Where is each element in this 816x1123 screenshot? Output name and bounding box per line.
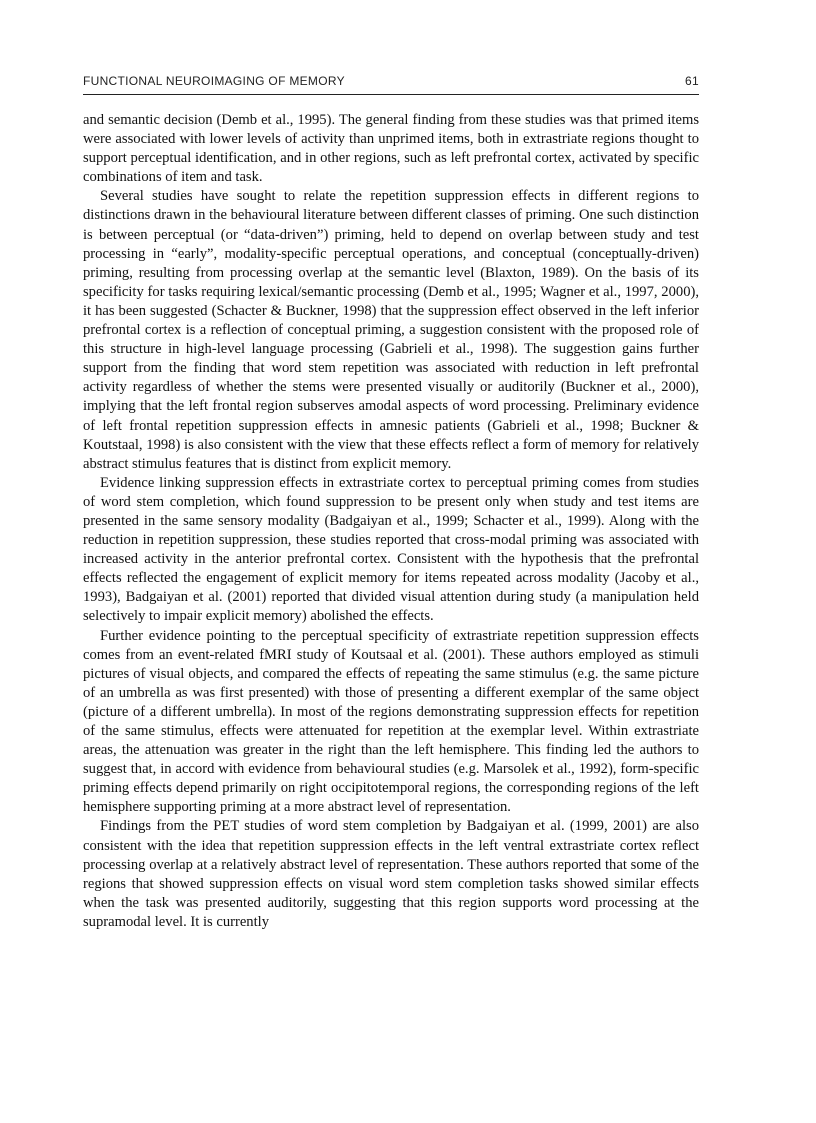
page-number: 61: [685, 74, 699, 88]
paragraph: and semantic decision (Demb et al., 1995). The general finding from these studies was that primed items were associated with lower levels of activity than unprimed items, both in extrastriate regions thought to support perceptual identification, and in other regions, such as left prefrontal cortex, activated by specific combinations of item and task.: [83, 112, 699, 186]
page: [83, 74, 699, 932]
body-text: [83, 111, 699, 932]
paragraph: Evidence linking suppression effects in extrastriate cortex to perceptual priming comes from studies of word stem completion, which found suppression to be present only when study and test items are presented in the same sensory modality (Badgaiyan et al., 1999; Schacter et al., 1999). Along with the reduction in repetition suppression, these studies reported that cross-modal priming was associated with increased activity in the anterior prefrontal cortex. Consistent with the hypothesis that the prefrontal effects reflected the engagement of explicit memory for items repeated across modality (Jacoby et al., 1993), Badgaiyan et al. (2001) reported that divided visual attention during study (a manipulation held selectively to impair explicit memory) abolished the effects.: [83, 474, 699, 625]
paragraph: Further evidence pointing to the perceptual specificity of extrastriate repetition suppression effects comes from an event-related fMRI study of Koutsaal et al. (2001). These authors employed as stimuli pictures of visual objects, and compared the effects of repeating the same stimulus (e.g. the same picture of an umbrella as was first presented) with those of presenting a different exemplar of the same object (picture of a different umbrella). In most of the regions demonstrating suppression effects for repetition of the same stimulus, effects were attenuated for repetition at the exemplar level. Within extrastriate areas, the attenuation was greater in the right than the left hemisphere. This finding led the authors to suggest that, in accord with evidence from behavioural studies (e.g. Marsolek et al., 1992), form-specific priming effects depend primarily on right occipitotemporal regions, the corresponding regions of the left hemisphere supporting priming at a more abstract level of representation.: [83, 627, 699, 816]
paragraph: Findings from the PET studies of word stem completion by Badgaiyan et al. (1999, 2001) are also consistent with the idea that repetition suppression effects in the left ventral extrastriate cortex reflect processing overlap at a relatively abstract level of representation. These authors reported that some of the regions that showed suppression effects on visual word stem completion tasks showed similar effects when the task was presented auditorily, suggesting that this region supports word processing at the supramodal level. It is currently: [83, 818, 699, 930]
running-head: [83, 74, 699, 95]
paragraph: Several studies have sought to relate the repetition suppression effects in different regions to distinctions drawn in the behavioural literature between different classes of priming. One such distinction is between perceptual (or “data-driven”) priming, held to depend on overlap between study and test processing in “early”, modality-specific perceptual operations, and conceptual (conceptually-driven) priming, resulting from processing overlap at the semantic level (Blaxton, 1989). On the basis of its specificity for tasks requiring lexical/semantic processing (Demb et al., 1995; Wagner et al., 1997, 2000), it has been suggested (Schacter & Buckner, 1998) that the suppression effect observed in the left inferior prefrontal cortex is a reflection of conceptual priming, a suggestion consistent with the proposed role of this structure in high-level language processing (Gabrieli et al., 1998). The suggestion gains further support from the finding that word stem repetition was associated with reduction in left prefrontal activity regardless of whether the stems were presented visually or auditorily (Buckner et al., 2000), implying that the left frontal region subserves amodal aspects of word processing. Preliminary evidence of left frontal repetition suppression effects in amnesic patients (Gabrieli et al., 1998; Buckner & Koutstaal, 1998) is also consistent with the view that these effects reflect a form of memory for relatively abstract stimulus features that is distinct from explicit memory.: [83, 188, 699, 472]
running-title: FUNCTIONAL NEUROIMAGING OF MEMORY: [83, 74, 345, 88]
